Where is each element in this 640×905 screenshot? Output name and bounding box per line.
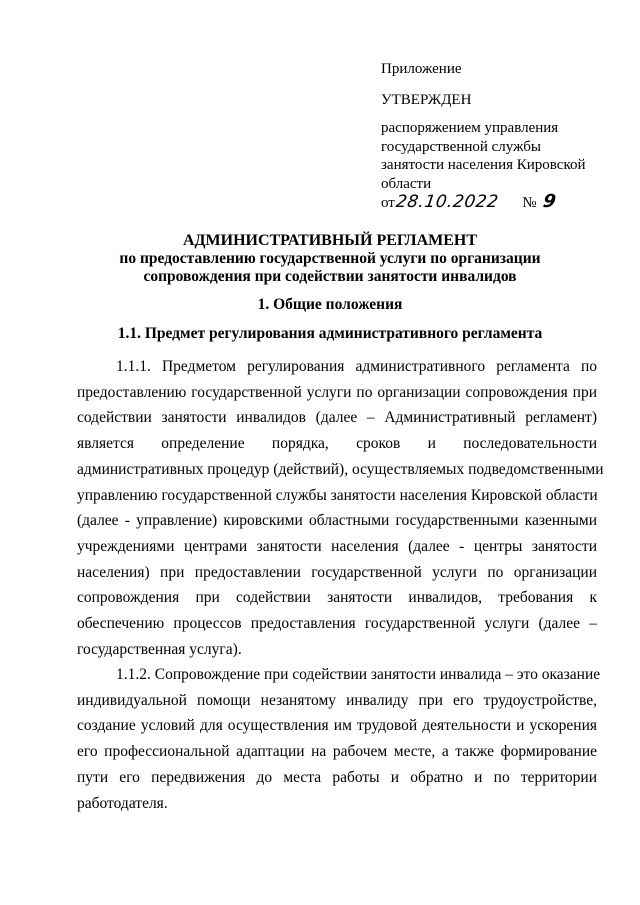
paragraph-line: индивидуальной помощи незанятому инвалиду при его трудоустройстве, [77,691,597,709]
paragraph-line: административных процедур (действий), осуществляемых подведомственными [77,460,604,478]
paragraph-1-1-1 [77,354,604,662]
paragraph-line: содействии занятости инвалидов (далее – Административный регламент) [77,409,597,427]
appendix-label: Приложение [381,61,462,77]
paragraph-line: населения) при предоставлении государственной услуги по организации [77,563,597,581]
title-subtitle-line: по предоставлению государственной услуги по организации [119,250,541,267]
date-prefix: от [381,195,395,211]
document-title [80,232,580,286]
paragraph-line: пути его передвижения до места работы и обратно и по территории [77,768,597,786]
subsection-heading-subject: 1.1. Предмет регулирования административного регламента [117,325,543,342]
approval-date-line [381,193,611,213]
paragraph-line: является определение порядка, сроков и последовательности [77,435,597,453]
order-line: распоряжением управления [381,120,559,136]
handwritten-number: 9 [541,191,558,212]
paragraph-line: учреждениями центрами занятости населения (далее - центры занятости [77,537,597,555]
paragraph-line: управлению государственной службы занятости населения Кировской области [77,486,598,504]
paragraph-line: государственная услуга). [77,640,242,658]
title-main: АДМИНИСТРАТИВНЫЙ РЕГЛАМЕНТ [182,232,478,249]
number-sign: № [522,195,537,211]
handwritten-date: 28.10.2022 [394,192,500,212]
order-line: области [381,175,432,192]
paragraph-1-1-2 [77,662,601,816]
approval-block [381,60,611,213]
paragraph-line: сопровождения при содействии занятости инвалидов, требования к [77,589,597,607]
paragraph-line: обеспечению процессов предоставления государственной услуги (далее – [77,615,597,633]
section-heading-general: 1. Общие положения [257,296,403,313]
approval-order-text [381,119,611,193]
paragraph-line: работодателя. [77,794,168,812]
paragraph-line: 1.1.1. Предметом регулирования административного регламента по [116,358,597,375]
paragraph-line: его профессиональной адаптации на рабочем месте, а также формирование [77,743,597,761]
order-line: занятости населения Кировской [381,157,586,173]
paragraph-line: 1.1.2. Сопровождение при содействии занятости инвалида – это оказание [116,666,601,683]
title-subtitle-line: сопровождения при содействии занятости инвалидов [143,268,517,285]
paragraph-line: предоставлению государственной услуги по организации сопровождения при [77,383,597,401]
paragraph-line: (далее - управление) кировскими областными государственными казенными [77,512,597,530]
paragraph-line: создание условий для осуществления им трудовой деятельности и ускорения [77,717,597,735]
order-line: государственной службы [381,138,541,155]
approved-label: УТВЕРЖДЕН [381,91,472,108]
